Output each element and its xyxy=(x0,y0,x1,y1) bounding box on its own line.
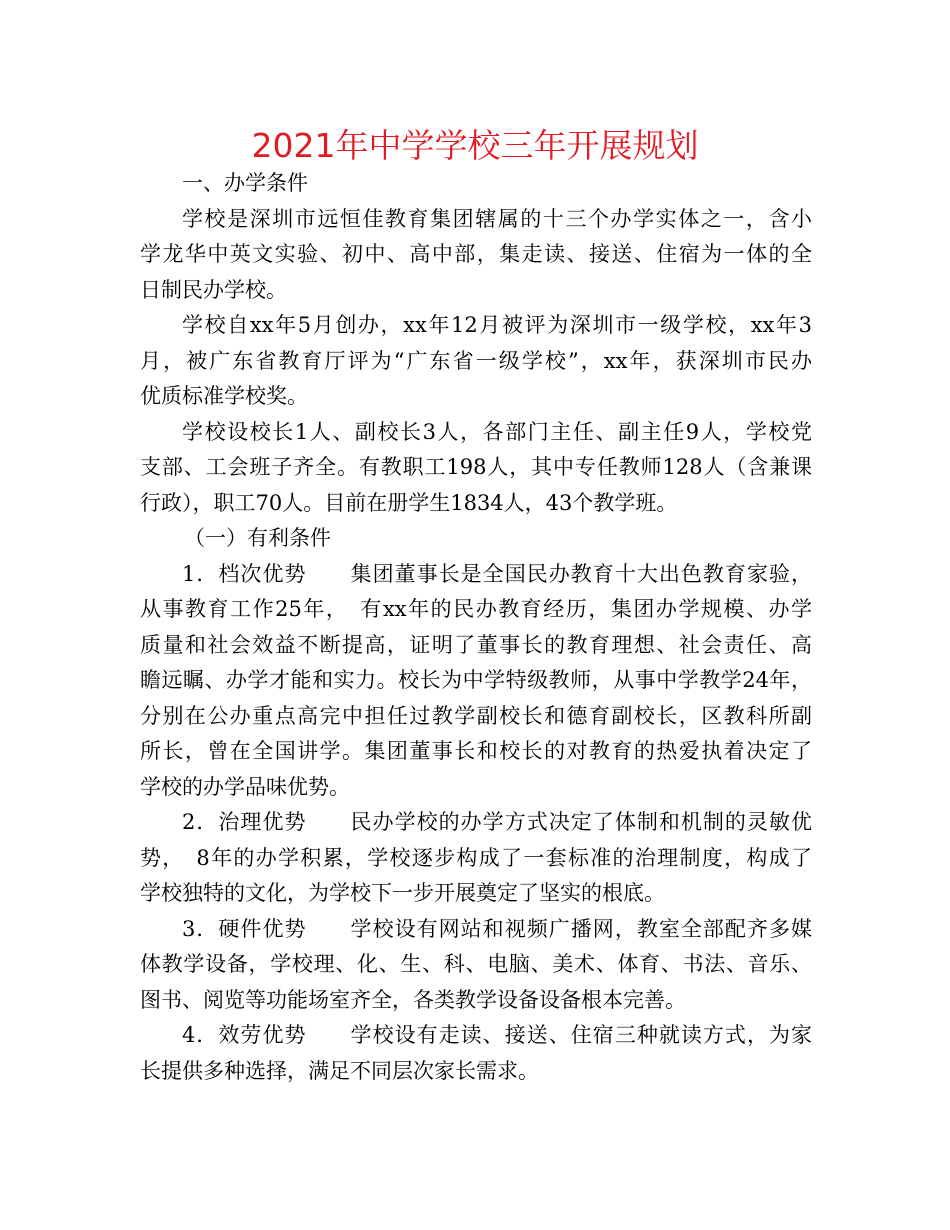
document-title: 2021年中学学校三年开展规划 xyxy=(251,126,699,165)
paragraph-line: 行政），职工70人。目前在册学生1834人，43个教学班。 xyxy=(140,490,678,515)
paragraph-line: 学校独特的文化，为学校下一步开展奠定了坚实的根底。 xyxy=(140,881,665,905)
paragraph-line: 图书、阅览等功能场室齐全，各类教学设备设备根本完善。 xyxy=(140,987,686,1012)
section-heading: 一、办学条件 xyxy=(182,171,308,195)
paragraph-line: 3．硬件优势 学校设有网站和视频广播网，教室全部配齐多媒 xyxy=(182,916,812,941)
paragraph-line: 体教学设备，学校理、化、生、科、电脑、美术、体育、书法、音乐、 xyxy=(140,952,812,976)
paragraph-line: 优质标准学校奖。 xyxy=(140,384,308,408)
paragraph-line: 4．效劳优势 学校设有走读、接送、住宿三种就读方式，为家 xyxy=(182,1023,812,1047)
paragraph-line: 学龙华中英文实验、初中、高中部，集走读、接送、住宿为一体的全 xyxy=(140,242,812,266)
paragraph-line: 学校的办学品味优势。 xyxy=(140,774,350,799)
paragraph-line: 学校设校长1人、副校长3人，各部门主任、副主任9人，学校党 xyxy=(182,419,812,444)
paragraph-line: 瞻远瞩、办学才能和实力。校长为中学特级教师，从事中学教学24年， xyxy=(140,668,812,692)
paragraph-line: 分别在公办重点高完中担任过教学副校长和德育副校长，区教科所副 xyxy=(140,703,812,728)
paragraph-line: 从事教育工作25年， 有xx年的民办教育经历，集团办学规模、办学 xyxy=(140,597,812,621)
paragraph-line: 学校自xx年5月创办，xx年12月被评为深圳市一级学校，xx年3 xyxy=(182,313,812,337)
paragraph-line: 支部、工会班子齐全。有教职工198人，其中专任教师128人（含兼课 xyxy=(140,455,812,479)
paragraph-line: 1．档次优势 集团董事长是全国民办教育十大出色教育家验， xyxy=(182,561,812,586)
paragraph-line: 学校是深圳市远恒佳教育集团辖属的十三个办学实体之一，含小 xyxy=(182,206,812,231)
paragraph-line: 势， 8年的办学积累，学校逐步构成了一套标准的治理制度，构成了 xyxy=(140,845,812,870)
paragraph-line: 所长，曾在全国讲学。集团董事长和校长的对教育的热爱执着决定了 xyxy=(140,739,812,763)
paragraph-line: 日制民办学校。 xyxy=(140,277,287,302)
subsection-heading: （一）有利条件 xyxy=(184,526,331,550)
paragraph-line: 月，被广东省教育厅评为“广东省一级学校”，xx年，获深圳市民办 xyxy=(140,348,812,373)
paragraph-line: 质量和社会效益不断提高，证明了董事长的教育理想、社会责任、高 xyxy=(140,632,812,657)
paragraph-line: 长提供多种选择，满足不同层次家长需求。 xyxy=(140,1058,539,1083)
document-body xyxy=(140,166,812,1089)
paragraph-line: 2．治理优势 民办学校的办学方式决定了体制和机制的灵敏优 xyxy=(182,810,812,834)
